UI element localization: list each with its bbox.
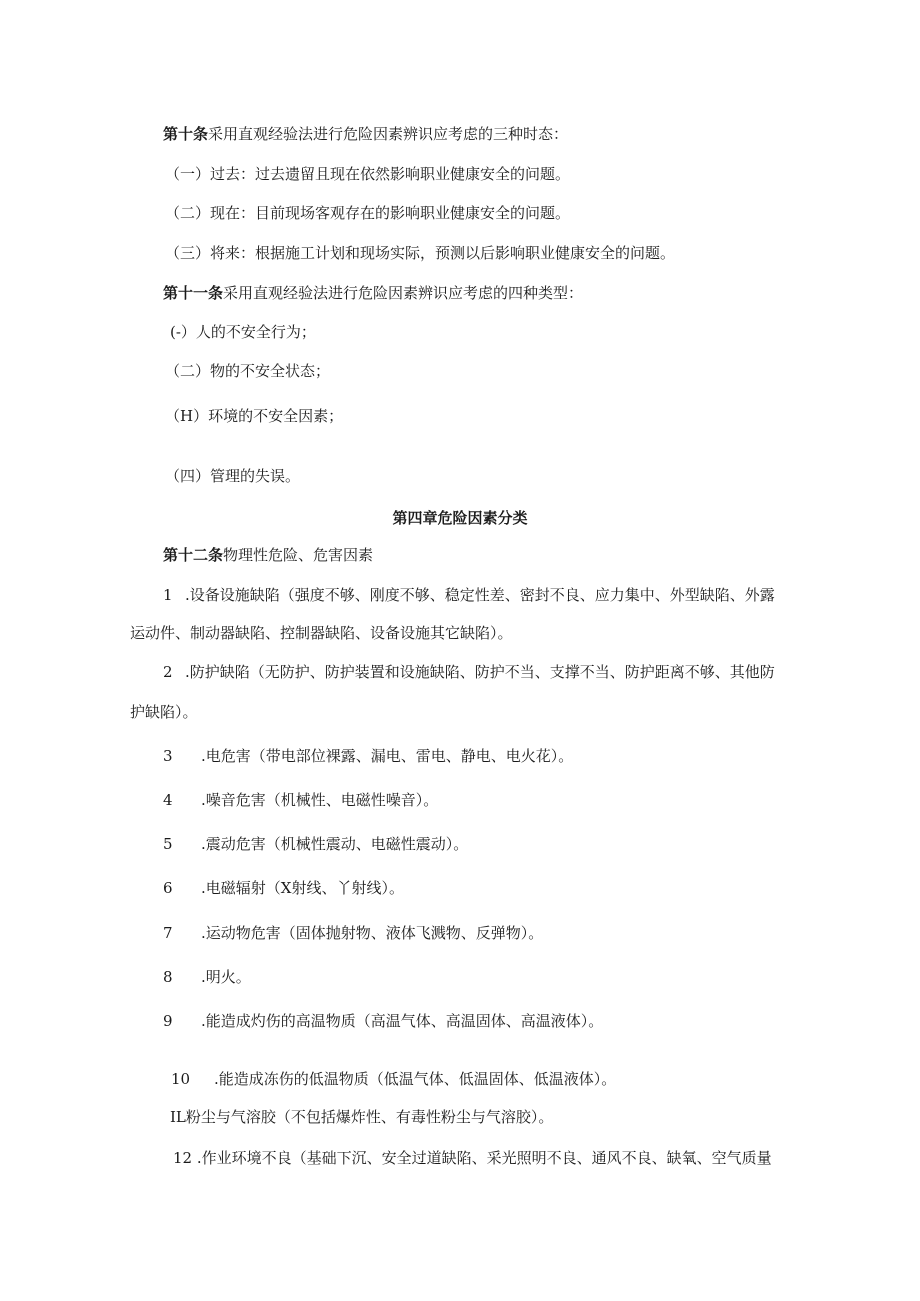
article-12-item-6 (163, 878, 404, 898)
article-10-label: 第十条 (163, 125, 209, 143)
article-11-item-2: （二）物的不安全状态； (165, 362, 331, 380)
item-1-text: .设备设施缺陷（强度不够、刚度不够、稳定性差、密封不良、应力集中、外型缺陷、外露 (185, 586, 775, 604)
item-4-text: .噪音危害（机械性、电磁性噪音）。 (201, 791, 439, 809)
item-8-number: 8 (163, 968, 173, 986)
article-12-item-8 (163, 967, 251, 987)
article-12-item-11: IL粉尘与气溶胶（不包括爆炸性、有毒性粉尘与气溶胶）。 (170, 1108, 554, 1126)
article-12-item-10 (171, 1069, 616, 1089)
article-10-item-3: （三）将来：根据施工计划和现场实际，预测以后影响职业健康安全的问题。 (165, 244, 676, 262)
item-6-text: .电磁辐射（X射线、丫射线）。 (201, 879, 404, 897)
article-11-item-1: (-）人的不安全行为； (170, 323, 316, 341)
article-12-text: 物理性危险、危害因素 (223, 546, 374, 564)
article-11-text: 采用直观经验法进行危险因素辨识应考虑的四种类型： (223, 284, 584, 302)
item-3-number: 3 (163, 747, 173, 765)
article-12-item-7 (163, 923, 543, 943)
article-12-item-2-continuation: 护缺陷）。 (130, 703, 198, 721)
article-12-item-12: 12 .作业环境不良（基础下沉、安全过道缺陷、采光照明不良、通风不良、缺氧、空气质量 (173, 1149, 772, 1167)
article-12-heading (163, 545, 373, 565)
item-2-number: 2 (163, 663, 173, 681)
item-4-number: 4 (163, 791, 173, 809)
item-5-text: .震动危害（机械性震动、电磁性震动）。 (201, 835, 469, 853)
chapter-4-title: 第四章危险因素分类 (392, 509, 528, 527)
article-12-item-1-continuation: 运动件、制动器缺陷、控制器缺陷、设备设施其它缺陷）。 (130, 624, 513, 642)
item-9-number: 9 (163, 1012, 173, 1030)
article-11-label: 第十一条 (163, 284, 224, 302)
item-10-number: 10 (171, 1070, 191, 1088)
article-10-item-1: （一）过去：过去遗留且现在依然影响职业健康安全的问题。 (165, 165, 571, 183)
article-11-item-3: （H）环境的不安全因素； (165, 407, 344, 425)
article-10-heading (163, 124, 568, 144)
item-3-text: .电危害（带电部位裸露、漏电、雷电、静电、电火花）。 (201, 747, 574, 765)
article-12-item-9 (163, 1011, 603, 1031)
article-12-label: 第十二条 (163, 546, 224, 564)
article-12-item-5 (163, 834, 468, 854)
article-10-text: 采用直观经验法进行危险因素辨识应考虑的三种时态： (208, 125, 569, 143)
item-8-text: .明火。 (201, 968, 251, 986)
article-12-item-3 (163, 746, 573, 766)
item-5-number: 5 (163, 835, 173, 853)
item-6-number: 6 (163, 879, 173, 897)
article-12-item-2 (163, 662, 775, 682)
article-12-item-4 (163, 790, 438, 810)
item-9-text: .能造成灼伤的高温物质（高温气体、高温固体、高温液体）。 (201, 1012, 604, 1030)
article-10-item-2: （二）现在：目前现场客观存在的影响职业健康安全的问题。 (165, 204, 571, 222)
article-12-item-1 (163, 585, 775, 605)
article-11-item-4: （四）管理的失误。 (165, 467, 301, 485)
item-7-text: .运动物危害（固体抛射物、液体飞溅物、反弹物）。 (201, 924, 544, 942)
item-2-text: .防护缺陷（无防护、防护装置和设施缺陷、防护不当、支撑不当、防护距离不够、其他防 (185, 663, 775, 681)
item-7-number: 7 (163, 924, 173, 942)
item-10-text: .能造成冻伤的低温物质（低温气体、低温固体、低温液体）。 (214, 1070, 617, 1088)
item-1-number: 1 (163, 586, 173, 604)
article-11-heading (163, 283, 583, 303)
